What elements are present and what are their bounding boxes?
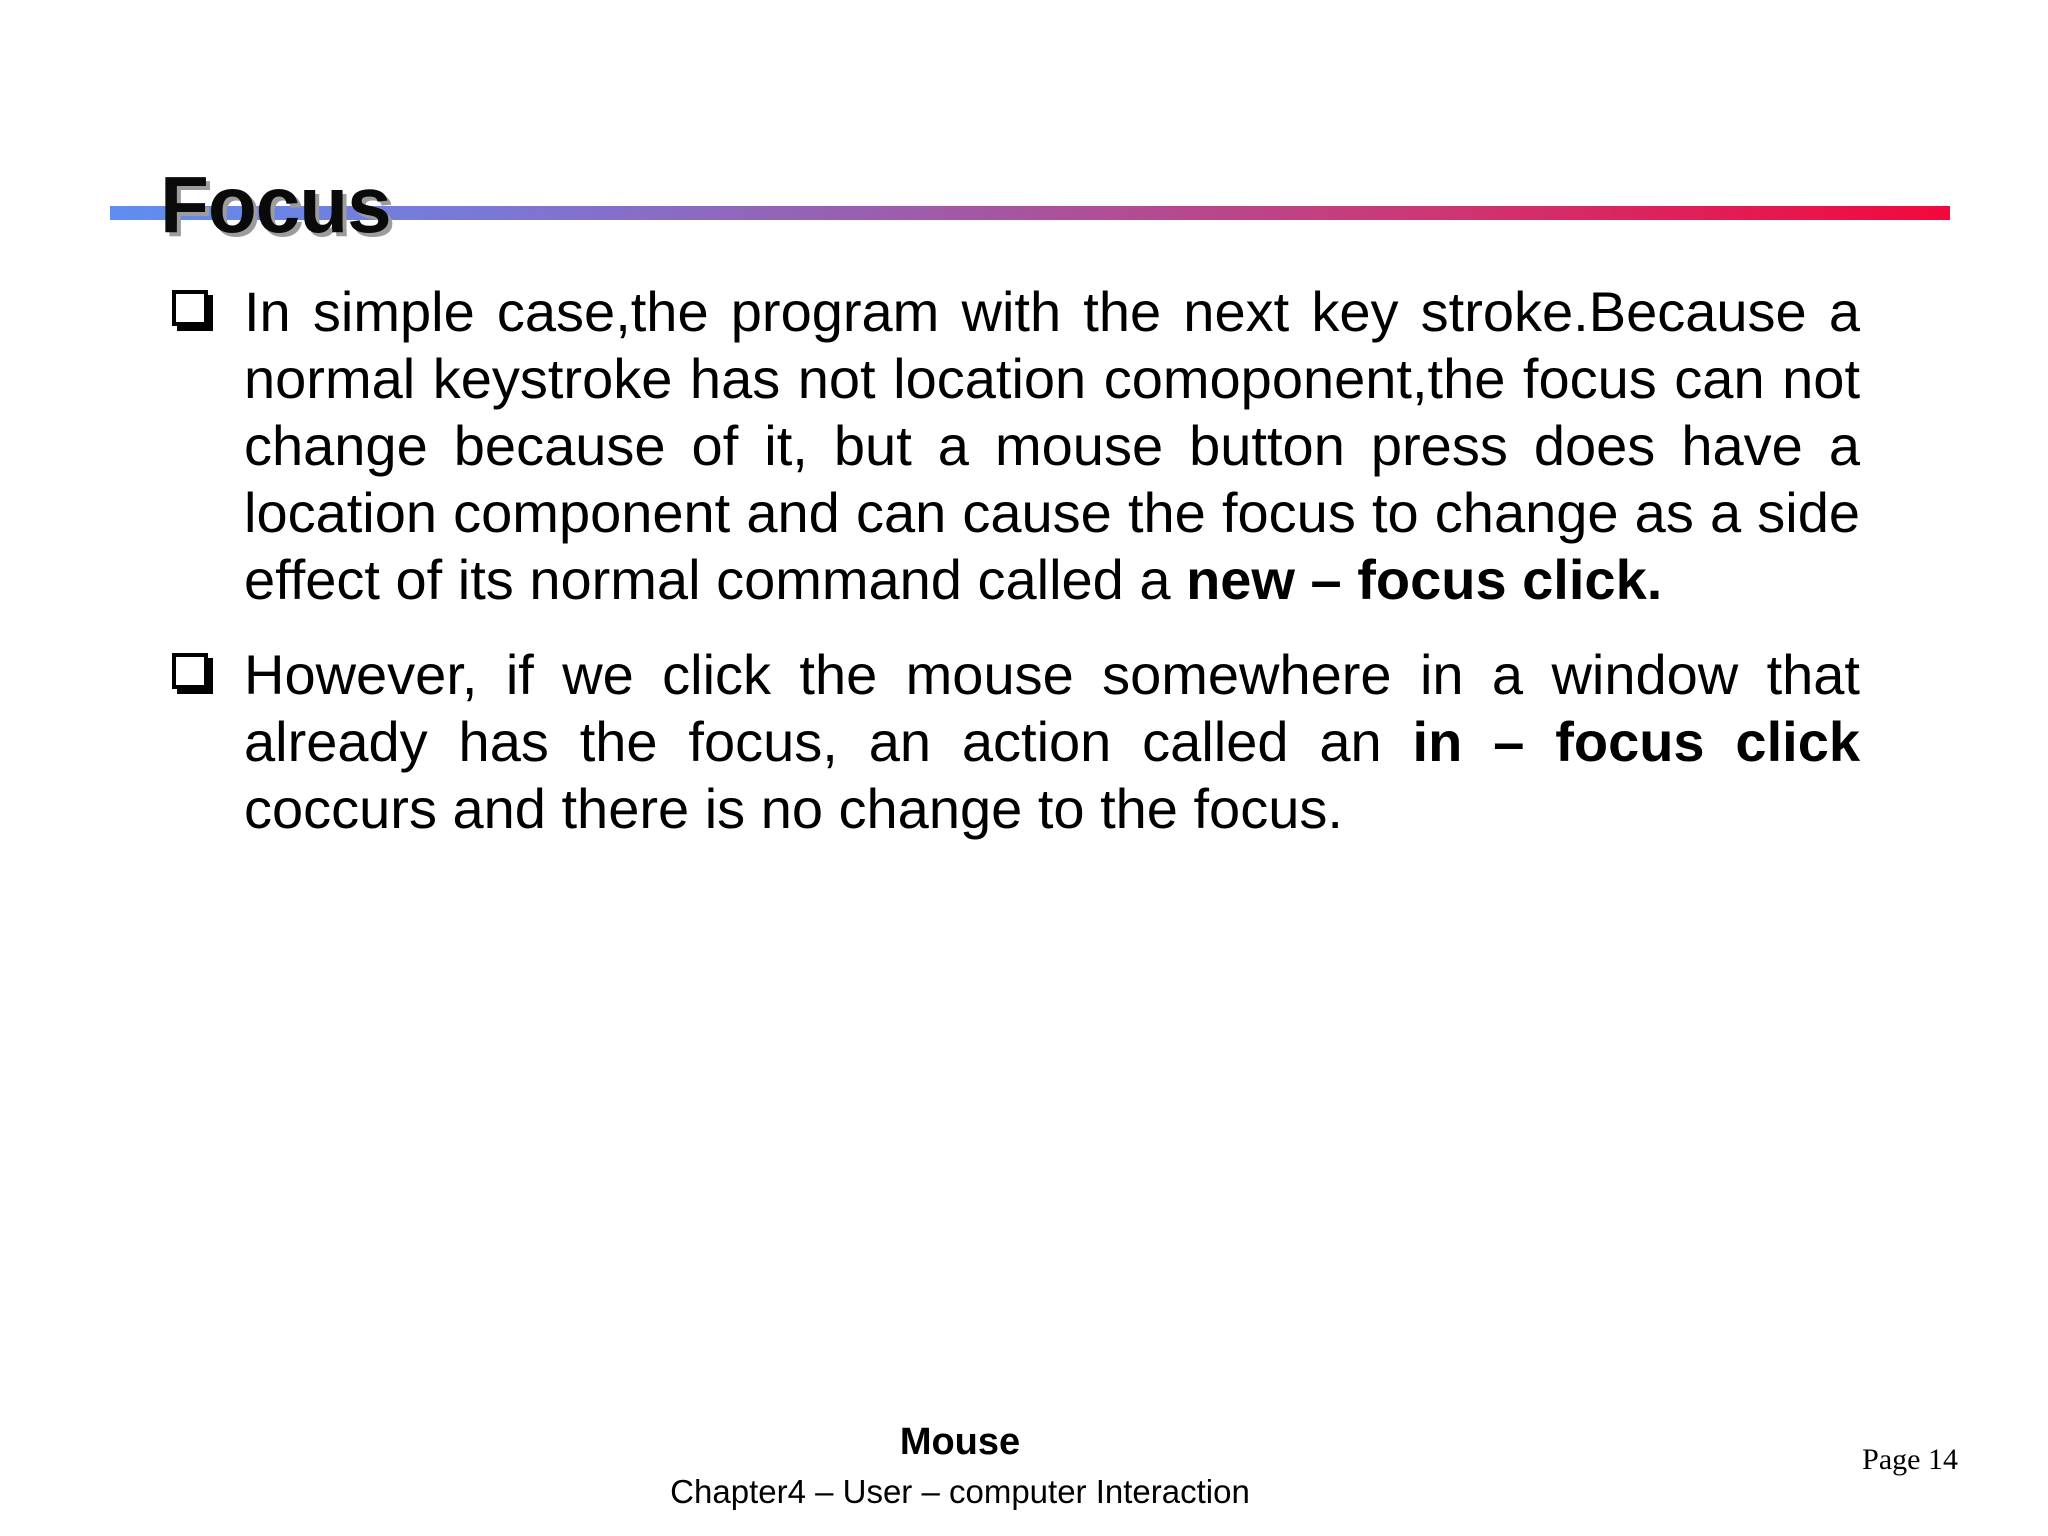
bullet-item xyxy=(168,278,1860,613)
bullet-item xyxy=(168,641,1860,842)
bullet-text: In simple case,the program with the next key stroke.Because a normal keystroke has not location comoponent,the focus can not change because of it, but a mouse button press does have a location component and can cause the focus to change as a side effect of its normal command called a new – focus click. xyxy=(244,280,1860,611)
square-bullet-icon xyxy=(172,653,208,689)
slide-title: Focus xyxy=(160,160,391,249)
bullet-list xyxy=(168,278,1860,870)
bold-term: new – focus click. xyxy=(1186,548,1663,611)
bullet-text: However, if we click the mouse somewhere in a window that already has the focus, an action called an in – focus click coccurs and there is no change to the focus. xyxy=(244,643,1860,840)
bold-term: in – focus click xyxy=(1412,710,1860,773)
page-number: Page 14 xyxy=(1862,1443,1958,1476)
square-bullet-icon xyxy=(172,290,208,326)
footer-subtitle: Chapter4 – User – computer Interaction xyxy=(670,1473,1250,1510)
footer-title: Mouse xyxy=(899,1421,1021,1463)
